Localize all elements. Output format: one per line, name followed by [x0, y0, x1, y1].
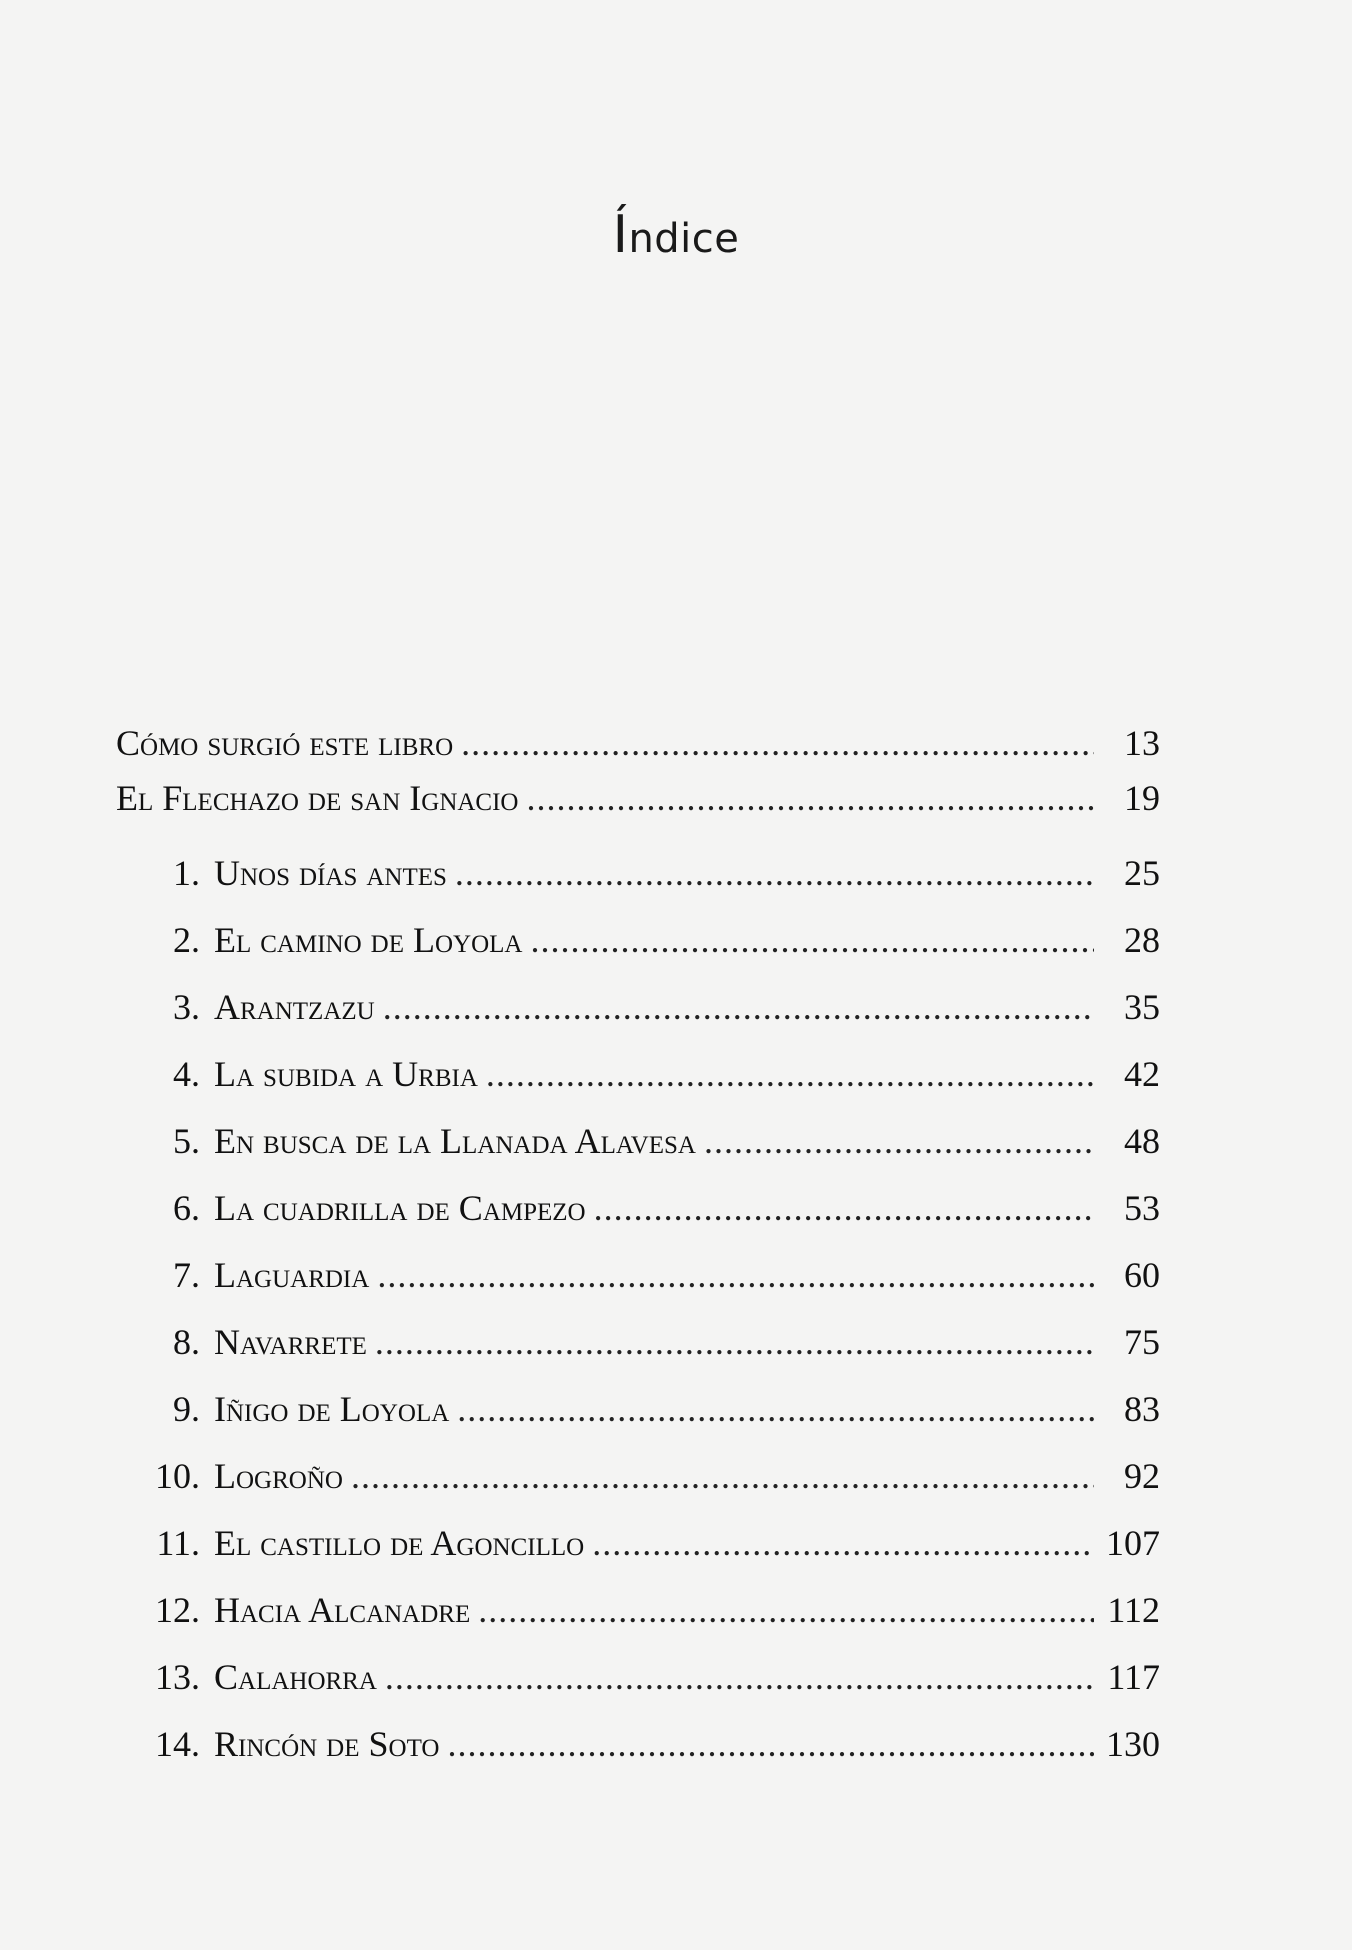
dot-leader [486, 1053, 1094, 1095]
toc-entry-chapter-5[interactable] [116, 1120, 1160, 1187]
toc-entry-number: 7. [173, 1255, 200, 1295]
dot-leader [375, 1321, 1094, 1363]
toc-entry-number: 9. [173, 1389, 200, 1429]
toc-entry-label: En busca de la Llanada Alavesa [214, 1121, 696, 1161]
toc-entry-label: Rincón de Soto [214, 1724, 440, 1764]
dot-leader [377, 1254, 1094, 1296]
toc-entry-page: 19 [1124, 778, 1160, 818]
toc-entry-prologue[interactable] [116, 722, 1160, 777]
toc-entry-label: El Flechazo de san Ignacio [116, 778, 519, 818]
toc-entry-number: 14. [155, 1724, 200, 1764]
toc-entry-label: El camino de Loyola [214, 920, 523, 960]
dot-leader [594, 1187, 1094, 1229]
toc-entry-number: 5. [173, 1121, 200, 1161]
toc-entry-chapter-11[interactable] [116, 1522, 1160, 1589]
toc-entry-page: 60 [1124, 1255, 1160, 1295]
toc-entry-number: 11. [156, 1523, 200, 1563]
toc-entry-chapter-1[interactable] [116, 852, 1160, 919]
dot-leader [385, 1656, 1094, 1698]
dot-leader [526, 777, 1094, 819]
toc-entry-page: 83 [1124, 1389, 1160, 1429]
toc-entry-chapter-9[interactable] [116, 1388, 1160, 1455]
toc-entry-chapter-2[interactable] [116, 919, 1160, 986]
toc-entry-label: Hacia Alcanadre [214, 1590, 471, 1630]
toc-entry-number: 8. [173, 1322, 200, 1362]
table-of-contents [116, 722, 1160, 1790]
page-title [0, 205, 1352, 265]
toc-entry-chapter-4[interactable] [116, 1053, 1160, 1120]
toc-entry-introduction[interactable] [116, 777, 1160, 832]
toc-entry-page: 107 [1106, 1523, 1160, 1563]
toc-entry-chapter-13[interactable] [116, 1656, 1160, 1723]
toc-entry-label: Laguardia [214, 1255, 370, 1295]
toc-entry-chapter-7[interactable] [116, 1254, 1160, 1321]
toc-entry-number: 1. [173, 853, 200, 893]
toc-entry-label: La cuadrilla de Campezo [214, 1188, 586, 1228]
toc-entry-chapter-3[interactable] [116, 986, 1160, 1053]
toc-entry-label: Cómo surgió este libro [116, 723, 454, 763]
toc-entry-number: 4. [173, 1054, 200, 1094]
toc-entry-label: Unos días antes [214, 853, 447, 893]
title-rest: ndice [628, 216, 740, 262]
toc-entry-page: 130 [1106, 1724, 1160, 1764]
dot-leader [447, 1723, 1094, 1765]
toc-entry-page: 117 [1107, 1657, 1160, 1697]
dot-leader [455, 852, 1094, 894]
toc-entry-number: 2. [173, 920, 200, 960]
toc-entry-chapter-14[interactable] [116, 1723, 1160, 1790]
toc-entry-label: Navarrete [214, 1322, 367, 1362]
toc-entry-label: La subida a Urbia [214, 1054, 478, 1094]
dot-leader [704, 1120, 1094, 1162]
toc-entry-number: 3. [173, 987, 200, 1027]
dot-leader [530, 919, 1094, 961]
toc-entry-number: 13. [155, 1657, 200, 1697]
toc-entry-number: 10. [155, 1456, 200, 1496]
toc-entry-chapter-10[interactable] [116, 1455, 1160, 1522]
toc-entry-page: 35 [1124, 987, 1160, 1027]
toc-entry-number: 6. [173, 1188, 200, 1228]
toc-entry-page: 53 [1124, 1188, 1160, 1228]
toc-entry-label: Calahorra [214, 1657, 377, 1697]
dot-leader [351, 1455, 1094, 1497]
toc-entry-label: El castillo de Agoncillo [214, 1523, 585, 1563]
dot-leader [383, 986, 1094, 1028]
toc-entry-page: 112 [1107, 1590, 1160, 1630]
toc-entry-chapter-12[interactable] [116, 1589, 1160, 1656]
dot-leader [461, 722, 1094, 764]
toc-entry-label: Logroño [214, 1456, 343, 1496]
toc-entry-page: 25 [1124, 853, 1160, 893]
toc-entry-page: 28 [1124, 920, 1160, 960]
dot-leader [592, 1522, 1094, 1564]
dot-leader [457, 1388, 1094, 1430]
toc-entry-page: 75 [1124, 1322, 1160, 1362]
toc-entry-page: 13 [1124, 723, 1160, 763]
toc-entry-number: 12. [155, 1590, 200, 1630]
toc-entry-label: Iñigo de Loyola [214, 1389, 450, 1429]
dot-leader [478, 1589, 1094, 1631]
toc-entry-chapter-6[interactable] [116, 1187, 1160, 1254]
toc-entry-label: Arantzazu [214, 987, 375, 1027]
toc-entry-chapter-8[interactable] [116, 1321, 1160, 1388]
toc-entry-page: 92 [1124, 1456, 1160, 1496]
title-initial: Í [612, 205, 629, 265]
toc-entry-page: 42 [1124, 1054, 1160, 1094]
toc-entry-page: 48 [1124, 1121, 1160, 1161]
